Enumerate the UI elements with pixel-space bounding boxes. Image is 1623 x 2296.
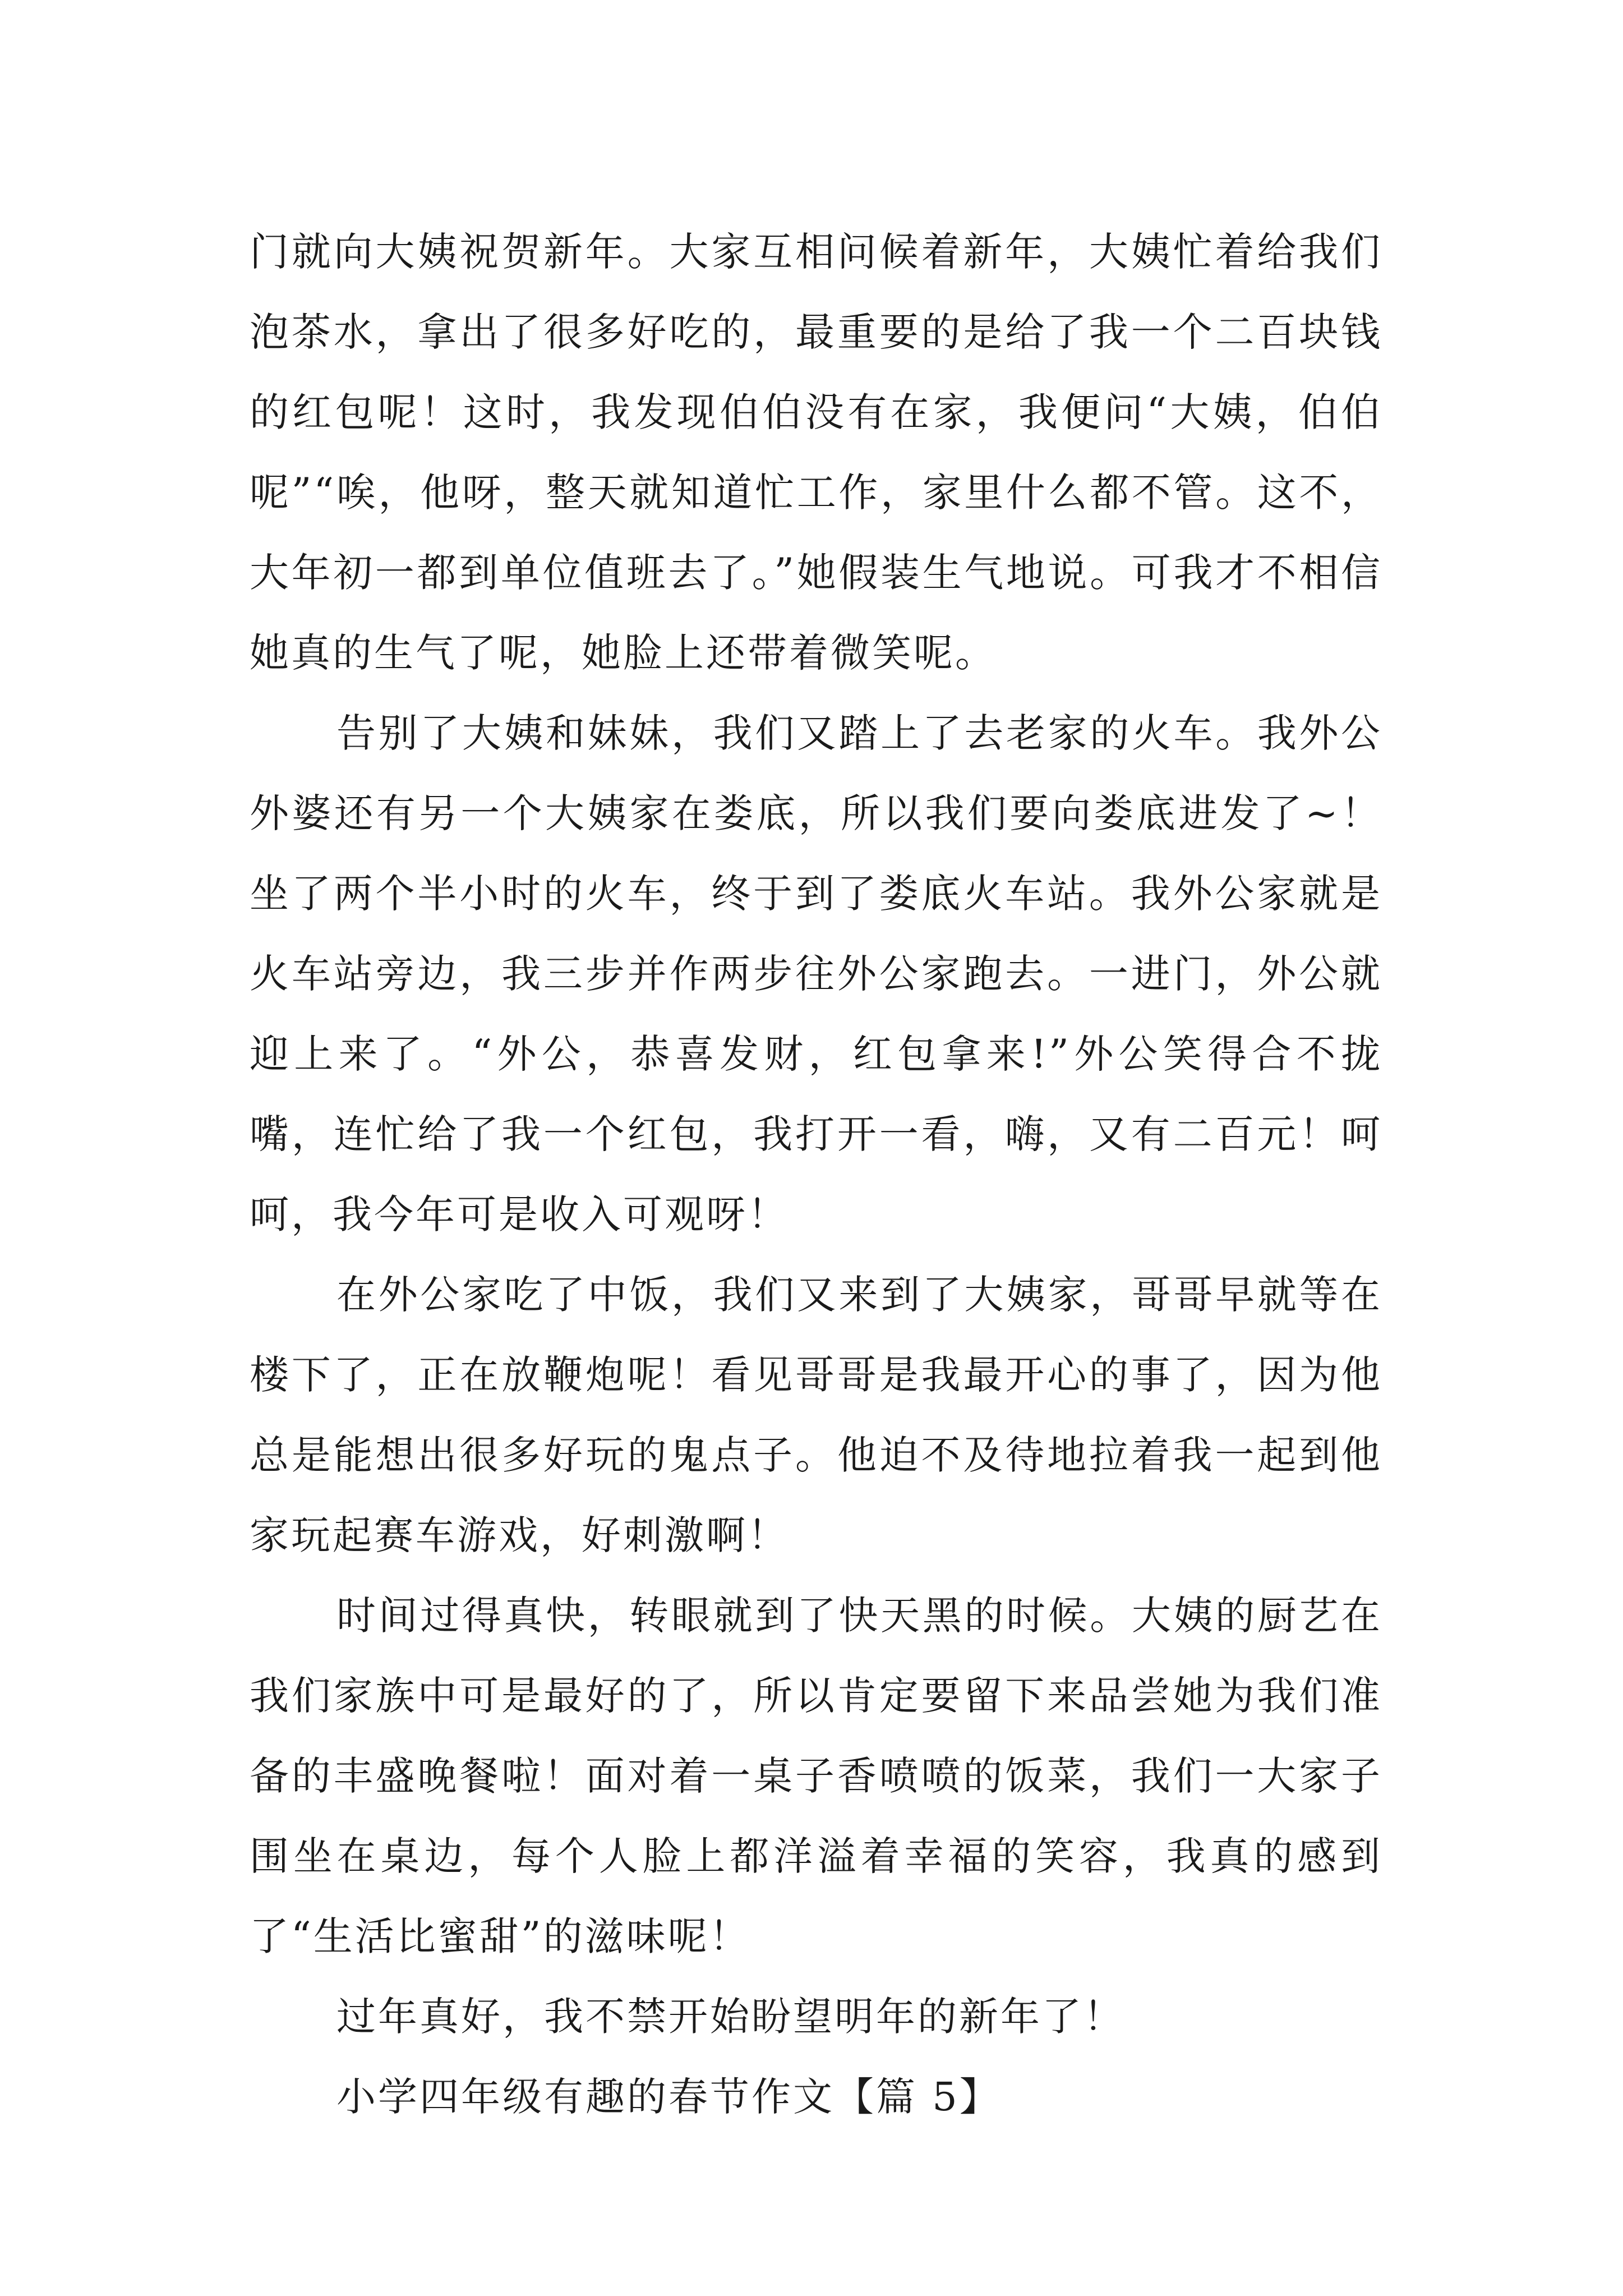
paragraph-1: 门就向大姨祝贺新年。大家互相问候着新年，大姨忙着给我们泡茶水，拿出了很多好吃的，最重要的是给了我一个二百块钱的红包呢！这时，我发现伯伯没有在家，我便问“大姨，伯伯呢”“唉，他呀，整天就知道忙工作，家里什么都不管。这不，大年初一都到单位值班去了。”她假装生气地说。可我才不相信她真的生气了呢，她脸上还带着微笑呢。 [250,229,1382,676]
section-heading: 小学四年级有趣的春节作文【篇 5】 [336,2074,1001,2120]
paragraph-3: 在外公家吃了中饭，我们又来到了大姨家，哥哥早就等在楼下了，正在放鞭炮呢！看见哥哥是我最开心的事了，因为他总是能想出很多好玩的鬼点子。他迫不及待地拉着我一起到他家玩起赛车游戏，好刺激啊！ [250,1272,1382,1558]
paragraph-5: 过年真好，我不禁开始盼望明年的新年了！ [336,1994,1125,2040]
paragraph-4: 时间过得真快，转眼就到了快天黑的时候。大姨的厨艺在我们家族中可是最好的了，所以肯定要留下来品尝她为我们准备的丰盛晚餐啦！面对着一桌子香喷喷的饭菜，我们一大家子围坐在桌边，每个人脸上都洋溢着幸福的笑容，我真的感到了“生活比蜜甜”的滋味呢！ [250,1593,1382,1959]
paragraph-2: 告别了大姨和妹妹，我们又踏上了去老家的火车。我外公外婆还有另一个大姨家在娄底，所以我们要向娄底进发了~！坐了两个半小时的火车，终于到了娄底火车站。我外公家就是火车站旁边，我三步并作两步往外公家跑去。一进门，外公就迎上来了。“外公，恭喜发财，红包拿来!”外公笑得合不拢嘴，连忙给了我一个红包，我打开一看，嗨，又有二百元！呵呵，我今年可是收入可观呀！ [250,710,1382,1237]
article-body [250,212,1382,2137]
